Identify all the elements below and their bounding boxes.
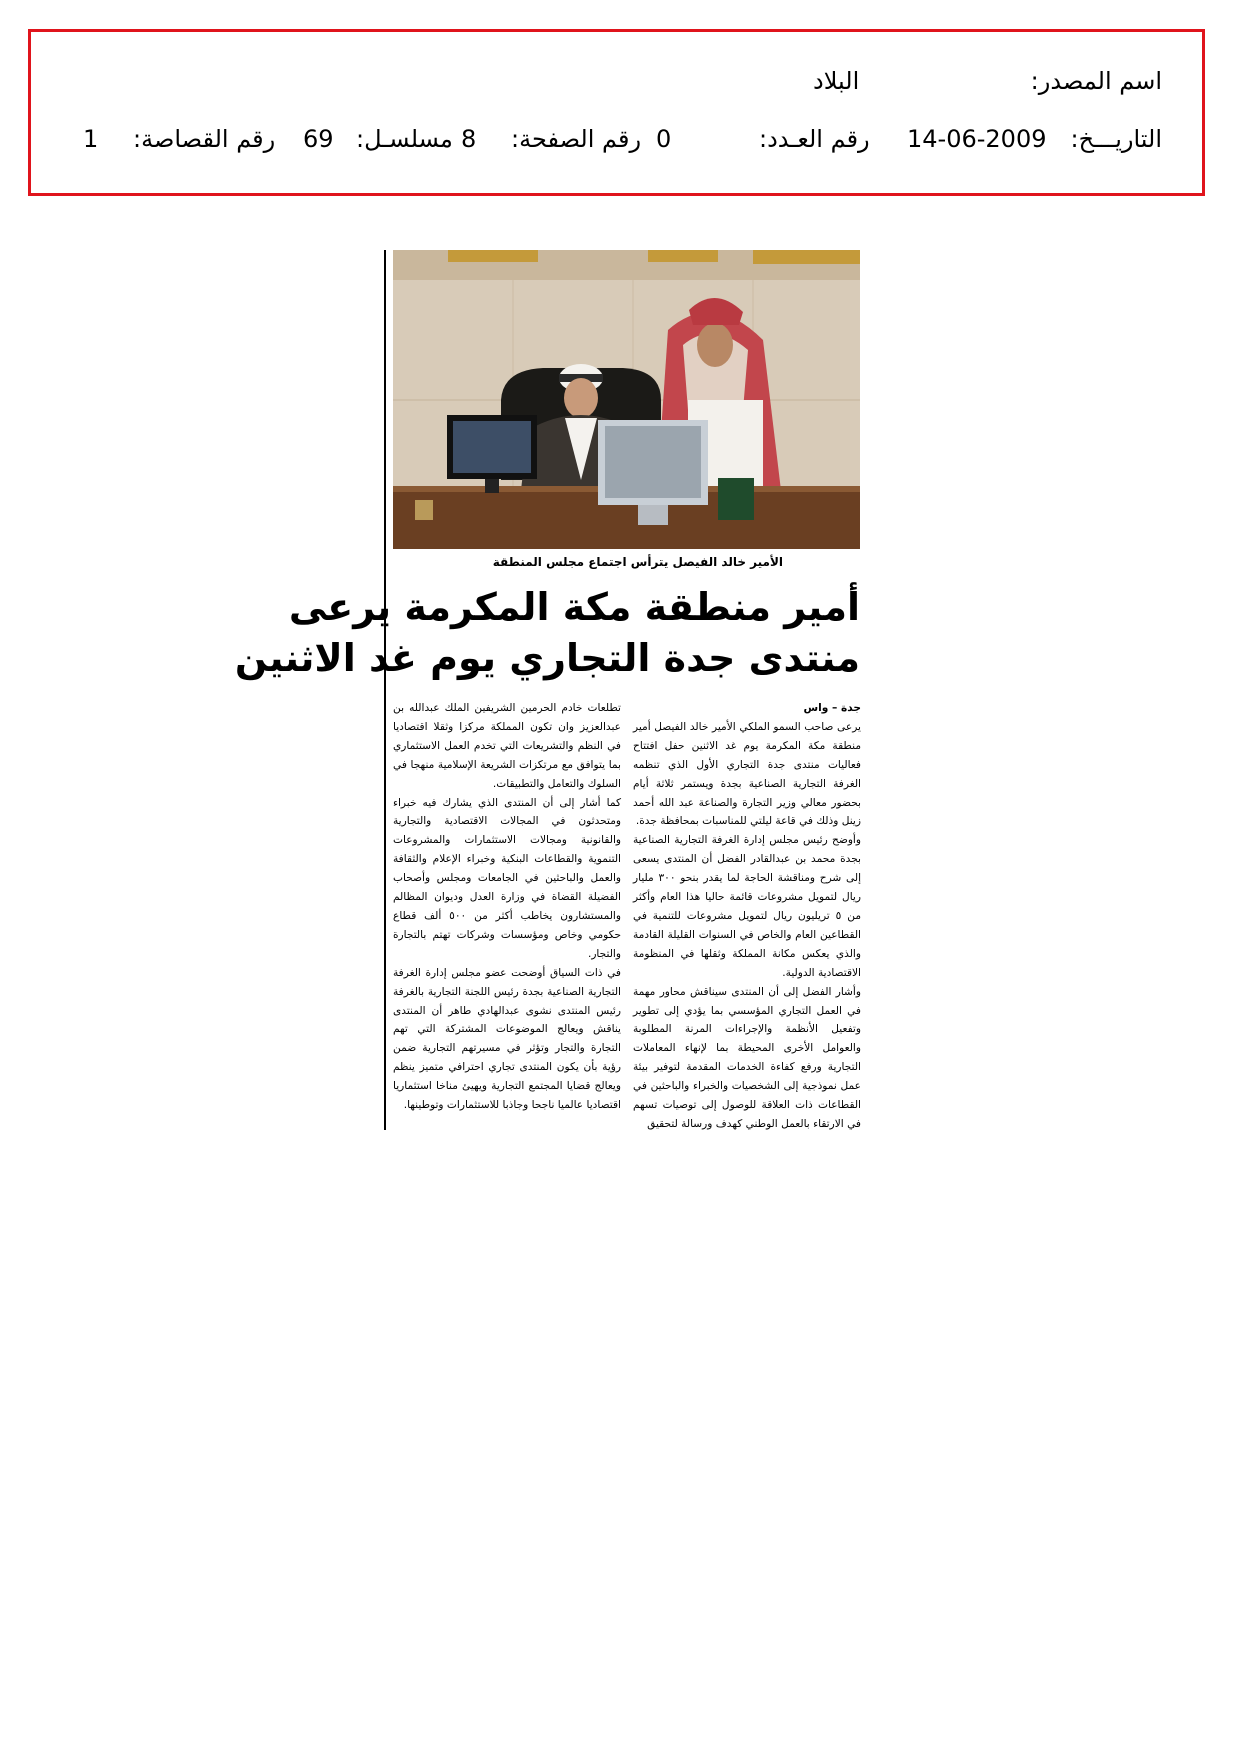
page-value: 8: [461, 125, 477, 153]
source-value: البلاد: [813, 67, 860, 95]
clip-number-value: 1: [83, 125, 99, 153]
paragraph: كما أشار إلى أن المنتدى الذي يشارك فيه خبراء ومتحدثون في المجالات الاقتصادية والتجارية والقانونية ومجالات الاستثمارات والمشروعات التنموية والقطاعات البنكية وخبراء الإعلام والثقافة والعمل والباحثين في الجامعات ومجلس وأصحاب الفضيلة القضاة في وزارة العدل وديوان المظالم والمستشارون يخاطب أكثر من ٥٠٠ ألف قطاع حكومي وخاص ومؤسسات وشركات تهتم بالتجارة والتجار.: [393, 796, 621, 960]
paragraph: وأوضح رئيس مجلس إدارة الغرفة التجارية الصناعية بجدة محمد بن عبدالقادر الفضل أن المنتدى يسعى إلى شرح ومناقشة الحاجة لما يقدر بنحو ٣٠٠ مليار ريال لتمويل مشروعات قائمة حاليا هذا العام وأكثر من ٥ تريليون ريال لتمويل مشروعات للتنمية في القطاعين العام والخاص في السنوات القليلة القادمة والذي يعكس مكانة المملكة وثقلها في المنظومة الاقتصادية الدولية.: [633, 834, 862, 979]
clip-number-label: رقم القصاصة:: [133, 125, 276, 153]
serial-value: 69: [303, 125, 334, 153]
source-label: اسم المصدر:: [1030, 67, 1162, 95]
meeting-photo-illustration: [393, 250, 860, 549]
date-value: 14-06-2009: [907, 125, 1047, 153]
date-label: التاريـــخ:: [1070, 125, 1162, 153]
paragraph: في ذات السياق أوضحت عضو مجلس إدارة الغرفة التجارية الصناعية بجدة رئيس اللجنة التجارية بالغرفة رئيس المنتدى نشوى عبدالهادي طاهر أن المنتدى يناقش ويعالج الموضوعات المشتركة التي تهم التجارة والتجار وتؤثر في مسيرتهم التجارية ضمن رؤية بأن يكون المنتدى تجاري احترافي متميز ينظم ويعالج قضايا المجتمع التجارية ويهيئ مناخا استثماريا اقتصاديا عالميا ناجحا وجاذبا للاستثمارات وتوطينها.: [393, 966, 621, 1112]
article-column-right: [633, 699, 861, 1134]
issue-value: 0: [656, 125, 672, 153]
clipping-metadata-box: [28, 29, 1205, 196]
page-label: رقم الصفحة:: [511, 125, 642, 153]
dateline: جدة – واس: [803, 702, 861, 714]
issue-label: رقم العـدد:: [759, 125, 870, 153]
photo-caption: الأمير خالد الفيصل يترأس اجتماع مجلس المنطقة: [492, 555, 783, 569]
clipping-left-rule: [384, 250, 386, 1130]
paragraph: يرعى صاحب السمو الملكي الأمير خالد الفيصل أمير منطقة مكة المكرمة يوم غد الاثنين حفل افتتاح فعاليات منتدى جدة التجاري الأول الذي تنظمه الغرفة التجارية الصناعية بجدة ويستمر ثلاثة أيام بحضور معالي وزير التجارة والصناعة عبد الله أحمد زينل وذلك في قاعة ليلتي للمناسبات بمحافظة جدة.: [633, 720, 861, 828]
paragraph: تطلعات خادم الحرمين الشريفين الملك عبدالله بن عبدالعزيز وان تكون المملكة مركزا وثقلا اقتصاديا في النظم والتشريعات التي تخدم العمل الاستثماري بما يتوافق مع مرتكزات الشريعة الإسلامية منهجا في السلوك والتعامل والتطبيقات.: [393, 702, 621, 790]
paragraph: وأشار الفضل إلى أن المنتدى سيناقش محاور مهمة في العمل التجاري المؤسسي بما يؤدي إلى تطوير وتفعيل الأنظمة والإجراءات المرنة المطلوبة والعوامل الأخرى المحيطة بما لإنهاء المعاملات التجارية ورفع كفاءة الخدمات المقدمة لتوفير بيئة عمل نموذجية إلى الشخصيات والخبراء والباحثين في القطاعات ذات العلاقة للوصول إلى توصيات تسهم في الارتقاء بالعمل الوطني كهدف ورسالة لتحقيق: [633, 985, 861, 1130]
serial-label: مسلسـل:: [356, 125, 453, 153]
headline-line-2: منتدى جدة التجاري يوم غد الاثنين: [234, 636, 860, 680]
headline-line-1: أمير منطقة مكة المكرمة يرعى: [288, 585, 860, 629]
article-photo: [393, 250, 860, 549]
article-column-left: [393, 699, 621, 1115]
